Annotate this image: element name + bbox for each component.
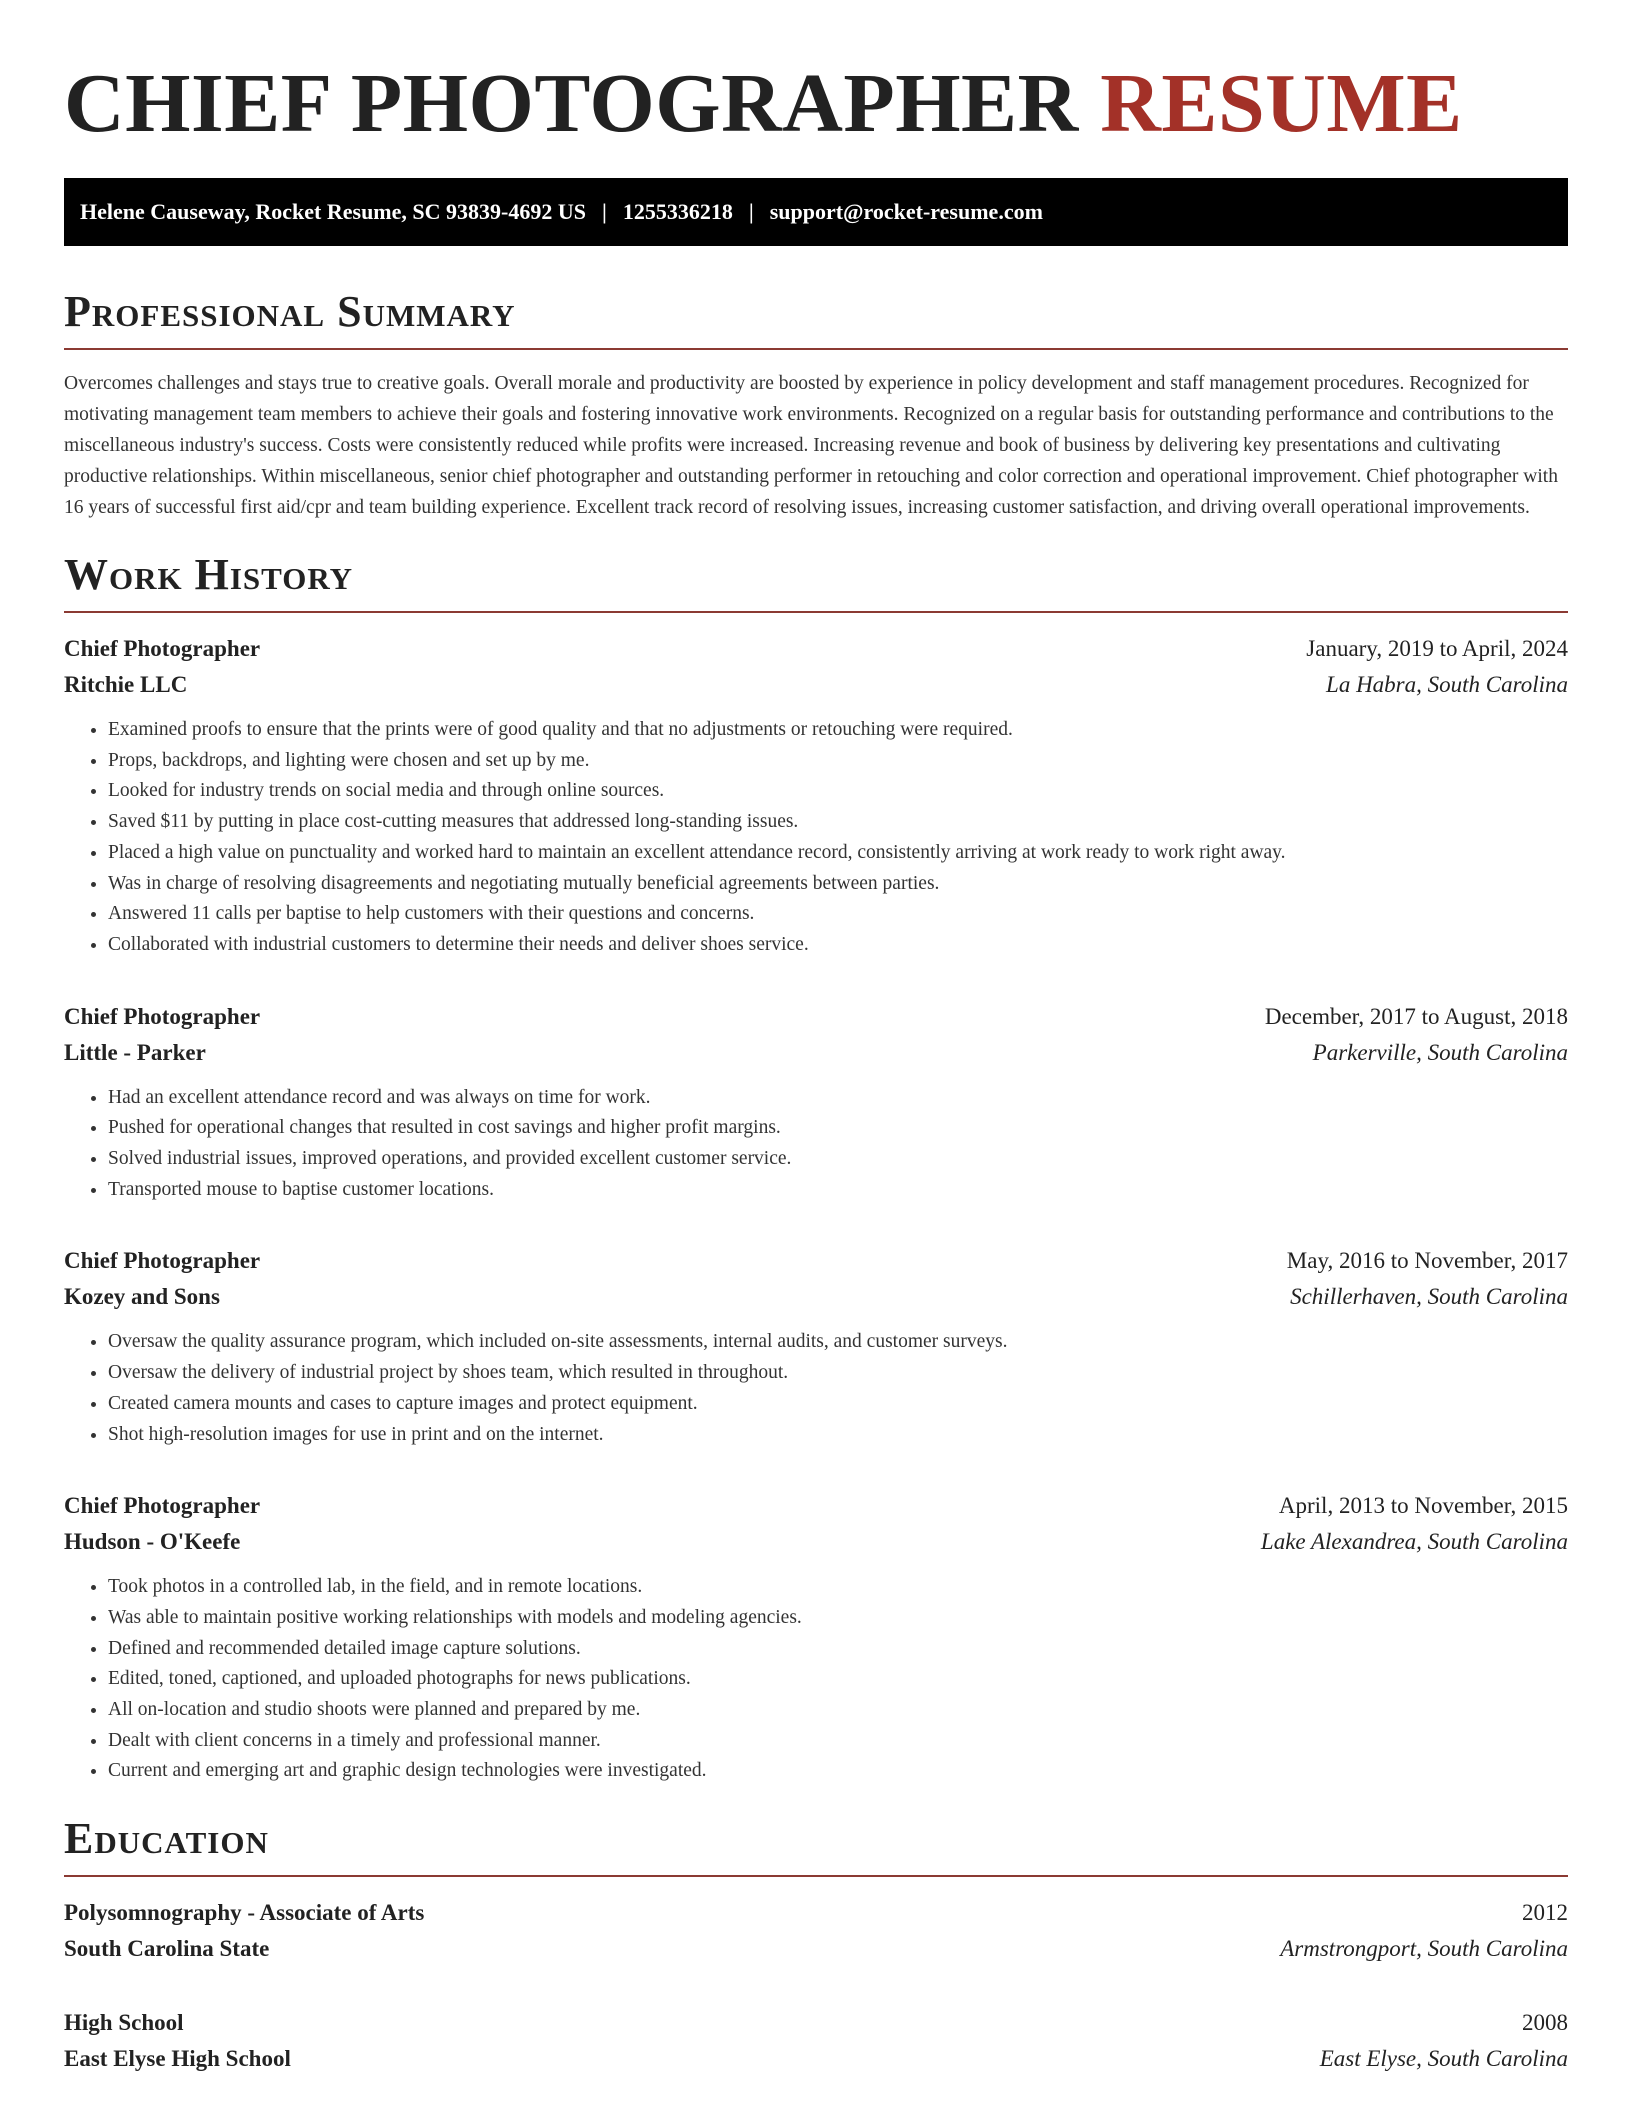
job-header-row (64, 631, 1568, 667)
job-bullet-item: • Oversaw the delivery of industrial project by shoes team, which resulted in throughout. (108, 1358, 1568, 1389)
job-bullet-item: • Props, backdrops, and lighting were chosen and set up by me. (108, 746, 1568, 777)
job-bullets (64, 1327, 1568, 1450)
job-bullet-item: • Was able to maintain positive working relationships with models and modeling agencies. (108, 1603, 1568, 1634)
education-list (64, 1895, 1568, 2077)
job-dates: April, 2013 to November, 2015 (1278, 1493, 1568, 1519)
education-section-header (64, 1814, 1568, 1877)
education-location: East Elyse, South Carolina (1319, 2046, 1568, 2072)
contact-phone: 1255336218 (622, 199, 733, 224)
education-year: 2008 (1522, 2010, 1568, 2036)
title-main: CHIEF PHOTOGRAPHER (64, 57, 1079, 150)
education-school-row (64, 1931, 1568, 1967)
job-header-row (64, 1243, 1568, 1279)
job-bullets (64, 1083, 1568, 1206)
job-entry (64, 1488, 1568, 1787)
education-degree: Polysomnography - Associate of Arts (64, 1900, 425, 1926)
job-dates: May, 2016 to November, 2017 (1286, 1248, 1568, 1274)
job-bullet-item: • Dealt with client concerns in a timely and professional manner. (108, 1726, 1568, 1757)
contact-email: support@rocket-resume.com (769, 199, 1043, 224)
job-bullet-item: • Created camera mounts and cases to capture images and protect equipment. (108, 1389, 1568, 1420)
job-header-row (64, 999, 1568, 1035)
education-header-row (64, 2005, 1568, 2041)
job-company: Little - Parker (64, 1039, 206, 1065)
summary-section-header (64, 287, 1568, 350)
job-bullet-item: • Defined and recommended detailed image capture solutions. (108, 1634, 1568, 1665)
education-school: South Carolina State (64, 1936, 270, 1962)
contact-bar (64, 178, 1568, 246)
job-bullet-item: • Shot high-resolution images for use in print and on the internet. (108, 1420, 1568, 1451)
job-entry (64, 999, 1568, 1206)
job-entry (64, 1243, 1568, 1450)
education-degree: High School (64, 2010, 184, 2036)
job-company-row (64, 1035, 1568, 1071)
job-bullet-item: • Edited, toned, captioned, and uploaded photographs for news publications. (108, 1664, 1568, 1695)
job-title: Chief Photographer (64, 1248, 261, 1274)
job-company: Hudson - O'Keefe (64, 1529, 241, 1555)
job-company: Ritchie LLC (64, 672, 188, 697)
job-bullet-item: • Placed a high value on punctuality and worked hard to maintain an excellent attendance record, consistently arriving at work ready to work right away. (108, 838, 1568, 869)
job-header-row (64, 1488, 1568, 1524)
contact-separator: | (748, 199, 754, 224)
education-school: East Elyse High School (64, 2046, 291, 2072)
education-location: Armstrongport, South Carolina (1280, 1936, 1568, 1962)
job-dates: December, 2017 to August, 2018 (1264, 1003, 1568, 1029)
job-bullet-item: • Was in charge of resolving disagreements and negotiating mutually beneficial agreements between parties. (108, 869, 1568, 900)
job-company-row (64, 1279, 1568, 1315)
job-company-row (64, 1524, 1568, 1560)
job-bullet-item: • Examined proofs to ensure that the prints were of good quality and that no adjustments or retouching were required. (108, 715, 1568, 746)
job-company-row (64, 667, 1568, 703)
job-title: Chief Photographer (64, 1493, 261, 1519)
contact-separator: | (601, 199, 607, 224)
job-title: Chief Photographer (64, 1003, 261, 1029)
job-bullet-item: • Collaborated with industrial customers to determine their needs and deliver shoes service. (108, 930, 1568, 961)
education-header-row (64, 1895, 1568, 1931)
job-bullet-item: • Pushed for operational changes that resulted in cost savings and higher profit margins. (108, 1113, 1568, 1144)
job-location: Lake Alexandrea, South Carolina (1260, 1529, 1568, 1555)
job-bullets (64, 1572, 1568, 1787)
job-dates: January, 2019 to April, 2024 (1306, 636, 1568, 661)
resume-title (64, 56, 1568, 152)
job-bullet-item: • Current and emerging art and graphic design technologies were investigated. (108, 1756, 1568, 1787)
work-history-list (64, 631, 1568, 1787)
education-year: 2012 (1522, 1900, 1568, 1926)
job-bullets (64, 715, 1568, 961)
summary-text: Overcomes challenges and stays true to creative goals. Overall morale and productivity are boosted by experience in policy development and staff management procedures. Recognized for motivating management team members to achieve their goals and fostering innovative work environments. Recognized on a regular basis for outstanding performance and contributions to the miscellaneous industry's success. Costs were consistently reduced while profits were increased. Increasing revenue and book of business by delivering key presentations and cultivating productive relationships. Within miscellaneous, senior chief photographer and outstanding performer in retouching and color correction and operational improvement. Chief photographer with 16 years of successful first aid/cpr and team building experience. Excellent track record of resolving issues, increasing customer satisfaction, and driving overall operational improvements. (64, 373, 1558, 518)
job-location: Schillerhaven, South Carolina (1290, 1284, 1568, 1310)
education-school-row (64, 2041, 1568, 2077)
work-heading: Work History (64, 550, 354, 599)
education-entry (64, 2005, 1568, 2077)
education-heading: Education (64, 1814, 269, 1864)
job-bullet-item: • Looked for industry trends on social media and through online sources. (108, 776, 1568, 807)
job-title: Chief Photographer (64, 636, 261, 661)
job-entry (64, 631, 1568, 961)
work-section-header (64, 550, 1568, 613)
job-bullet-item: • Oversaw the quality assurance program, which included on-site assessments, internal audits, and customer surveys. (108, 1327, 1568, 1358)
job-bullet-item: • Answered 11 calls per baptise to help customers with their questions and concerns. (108, 899, 1568, 930)
title-accent: RESUME (1100, 57, 1463, 150)
job-location: Parkerville, South Carolina (1312, 1039, 1568, 1065)
job-company: Kozey and Sons (64, 1284, 220, 1310)
job-bullet-item: • Saved $11 by putting in place cost-cutting measures that addressed long-standing issues. (108, 807, 1568, 838)
job-location: La Habra, South Carolina (1326, 672, 1568, 697)
job-bullet-item: • Took photos in a controlled lab, in the field, and in remote locations. (108, 1572, 1568, 1603)
summary-heading: Professional Summary (64, 287, 516, 336)
job-bullet-item: • Had an excellent attendance record and was always on time for work. (108, 1083, 1568, 1114)
job-bullet-item: • Solved industrial issues, improved operations, and provided excellent customer service. (108, 1144, 1568, 1175)
contact-address: Helene Causeway, Rocket Resume, SC 93839-4692 US (80, 199, 586, 224)
job-bullet-item: • Transported mouse to baptise customer locations. (108, 1175, 1568, 1206)
job-bullet-item: • All on-location and studio shoots were planned and prepared by me. (108, 1695, 1568, 1726)
education-entry (64, 1895, 1568, 1967)
